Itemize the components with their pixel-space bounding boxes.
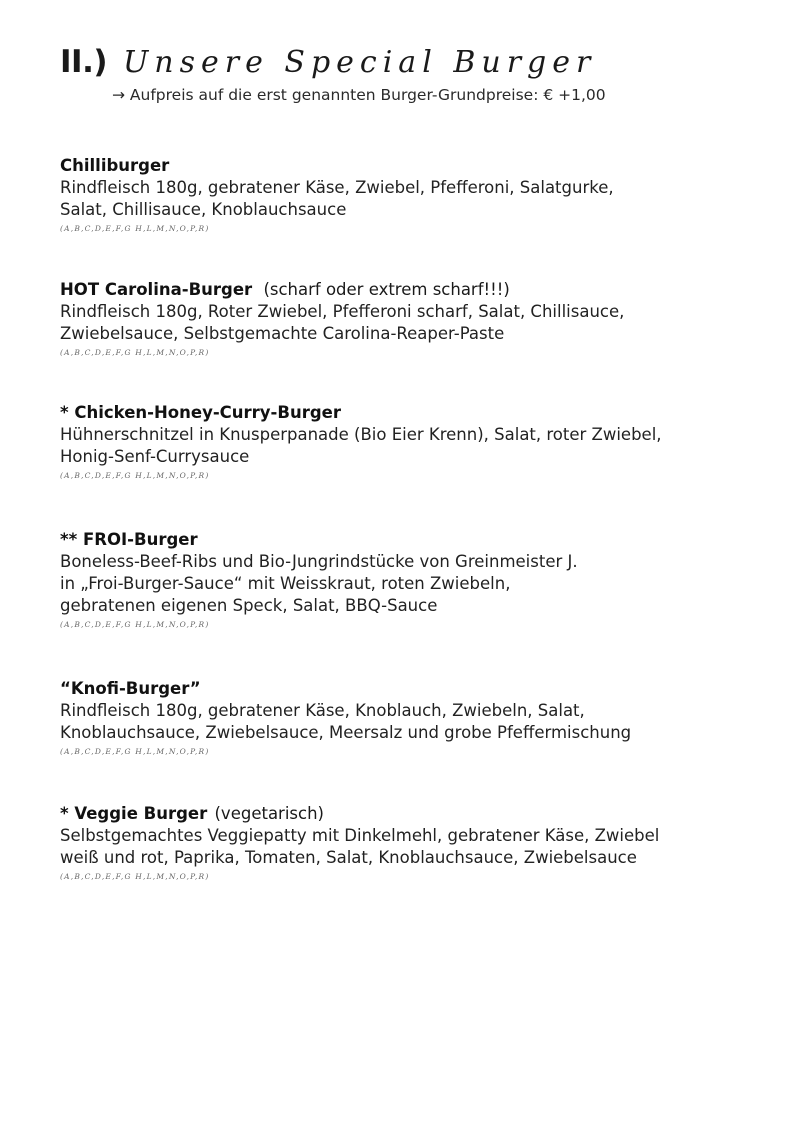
description-line: Zwiebelsauce, Selbstgemachte Carolina-Reaper-Paste: [60, 324, 505, 343]
section-number: II.): [60, 44, 108, 80]
menu-item-title: [60, 678, 760, 700]
menu-item-note: (vegetarisch): [214, 804, 324, 823]
menu-item-title: [60, 279, 760, 301]
allergen-codes: (A,B,C,D,E,F,G H,L,M,N,O,P,R): [60, 224, 210, 233]
menu-item-hot-carolina-burger: [60, 279, 760, 357]
menu-item-title: [60, 402, 760, 424]
description-line: weiß und rot, Paprika, Tomaten, Salat, Knoblauchsauce, Zwiebelsauce: [60, 848, 637, 867]
menu-item-name: Chilliburger: [60, 156, 170, 175]
menu-item-veggie-burger: [60, 803, 760, 881]
allergen-codes: (A,B,C,D,E,F,G H,L,M,N,O,P,R): [60, 471, 210, 480]
description-line: Knoblauchsauce, Zwiebelsauce, Meersalz und grobe Pfeffermischung: [60, 723, 632, 742]
menu-item-chilliburger: [60, 155, 760, 233]
description-line: Hühnerschnitzel in Knusperpanade (Bio Eier Krenn), Salat, roter Zwiebel,: [60, 425, 662, 444]
menu-item-title: [60, 803, 760, 825]
menu-item-title: [60, 155, 760, 177]
description-line: Honig-Senf-Currysauce: [60, 447, 250, 466]
description-line: Rindfleisch 180g, Roter Zwiebel, Pfefferoni scharf, Salat, Chillisauce,: [60, 302, 625, 321]
section-header: [60, 44, 740, 104]
allergen-codes: (A,B,C,D,E,F,G H,L,M,N,O,P,R): [60, 348, 210, 357]
menu-item-knofi-burger: [60, 678, 760, 756]
allergen-codes: (A,B,C,D,E,F,G H,L,M,N,O,P,R): [60, 872, 210, 881]
menu-item-description: [60, 700, 760, 744]
menu-item-description: [60, 551, 760, 617]
description-line: Salat, Chillisauce, Knoblauchsauce: [60, 200, 347, 219]
section-title: Unsere Special Burger: [123, 45, 597, 80]
menu-item-note: (scharf oder extrem scharf!!!): [263, 280, 510, 299]
description-line: Rindfleisch 180g, gebratener Käse, Knoblauch, Zwiebeln, Salat,: [60, 701, 585, 720]
menu-item-description: [60, 825, 760, 869]
description-line: Boneless-Beef-Ribs und Bio-Jungrindstücke von Greinmeister J.: [60, 552, 578, 571]
menu-item-chicken-honey-curry-burger: [60, 402, 760, 480]
section-title-row: [60, 44, 740, 80]
menu-item-name: ** FROI-Burger: [60, 530, 198, 549]
menu-item-description: [60, 301, 760, 345]
description-line: gebratenen eigenen Speck, Salat, BBQ-Sauce: [60, 596, 438, 615]
allergen-codes: (A,B,C,D,E,F,G H,L,M,N,O,P,R): [60, 620, 210, 629]
menu-item-name: * Veggie Burger: [60, 804, 208, 823]
description-line: Selbstgemachtes Veggiepatty mit Dinkelmehl, gebratener Käse, Zwiebel: [60, 826, 660, 845]
menu-item-name: * Chicken-Honey-Curry-Burger: [60, 403, 341, 422]
menu-item-description: [60, 424, 760, 468]
menu-item-froi-burger: [60, 529, 760, 629]
menu-item-name: “Knofi-Burger”: [60, 679, 201, 698]
surcharge-note: → Aufpreis auf die erst genannten Burger-Grundpreise: € +1,00: [112, 86, 606, 104]
description-line: in „Froi-Burger-Sauce“ mit Weisskraut, roten Zwiebeln,: [60, 574, 511, 593]
menu-item-name: HOT Carolina-Burger: [60, 280, 253, 299]
allergen-codes: (A,B,C,D,E,F,G H,L,M,N,O,P,R): [60, 747, 210, 756]
menu-item-title: [60, 529, 760, 551]
description-line: Rindfleisch 180g, gebratener Käse, Zwiebel, Pfefferoni, Salatgurke,: [60, 178, 614, 197]
menu-item-description: [60, 177, 760, 221]
